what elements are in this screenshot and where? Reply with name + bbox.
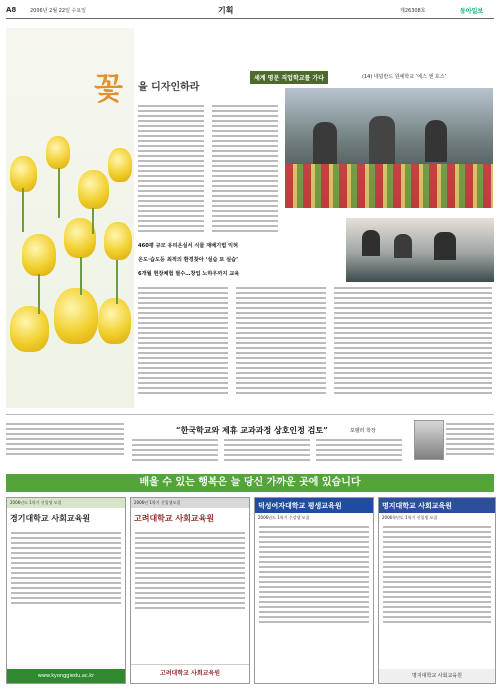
- ad-duksung: [254, 497, 374, 684]
- ad-kyonggi-title: 경기대학교 사회교육원: [10, 514, 91, 523]
- ad-kyonggi-url: www.kyonggiedu.ac.kr: [7, 669, 125, 683]
- ad-myongji-footer: 명지대학교 사회교육원: [379, 669, 495, 683]
- ad-myongji: [378, 497, 496, 684]
- section-title: 기획: [218, 6, 234, 15]
- ad-duksung-title: 덕성여자대학교 평생교육원: [255, 498, 373, 513]
- quote-text-4: [316, 436, 402, 466]
- ad-duksung-sub: 2006년도 1학기 수강생 모집: [258, 515, 310, 520]
- date: 2006년 2월 22일 수요일: [30, 8, 87, 14]
- ad-korea-title: 고려대학교 사회교육원: [134, 514, 215, 523]
- feature-title-rest: 을 디자인하라: [138, 82, 200, 93]
- article-column-1: [138, 102, 204, 237]
- professor-photo: [414, 420, 444, 460]
- newspaper-logo: 동아일보: [460, 8, 484, 15]
- quote-text-1: [6, 420, 124, 465]
- quote-text-2: [132, 436, 218, 466]
- ad-kyonggi: [6, 497, 126, 684]
- issue-number: 제26308호: [400, 8, 426, 14]
- page-number: A8: [6, 6, 17, 14]
- classroom-photo: [346, 218, 494, 282]
- article-column-2: [212, 102, 278, 237]
- ad-myongji-sub: 2006학년도 1학기 신입생 모집: [382, 515, 438, 520]
- ad-korea-sub: 2006년 1학기 신입생모집: [131, 498, 249, 508]
- header-rule: [6, 18, 494, 19]
- quote-divider: [6, 414, 494, 415]
- article-column-5: [334, 284, 492, 404]
- headline-1: 460평 규모 유리온실서 식물 재배기법 익혀: [138, 243, 239, 249]
- article-column-3: [138, 284, 228, 404]
- headline-2: 온도·습도등 최적의 환경찾아 ‘실습 또 실습’: [138, 257, 239, 263]
- ad-kyonggi-sub: 2006년도 1학기 신입생 모집: [7, 498, 125, 508]
- series-subtitle: (14) 네덜란드 원예학교 ‘에스 엔 호스’: [362, 74, 447, 80]
- quote-text-5: [446, 420, 494, 465]
- ad-myongji-title: 명지대학교 사회교육원: [379, 498, 495, 513]
- greenhouse-photo: [285, 88, 493, 208]
- quote-person: 포펠러 학장: [350, 428, 376, 434]
- quote-text-3: [224, 436, 310, 466]
- article-column-4: [236, 284, 326, 404]
- series-title-box: 세계 명문 직업학교를 가다: [250, 71, 328, 84]
- feature-title-main: 꽃: [94, 72, 123, 107]
- education-banner: 배울 수 있는 행복은 늘 당신 가까운 곳에 있습니다: [6, 474, 494, 492]
- ad-korea-univ: [130, 497, 250, 684]
- ad-korea-footer: 고려대학교 사회교육원: [131, 664, 249, 683]
- quote-headline: “한국학교와 제휴 교과과정 상호인정 검토”: [176, 425, 328, 435]
- headline-3: 6개월 현장체험 필수…창업 노하우까지 교육: [138, 271, 240, 277]
